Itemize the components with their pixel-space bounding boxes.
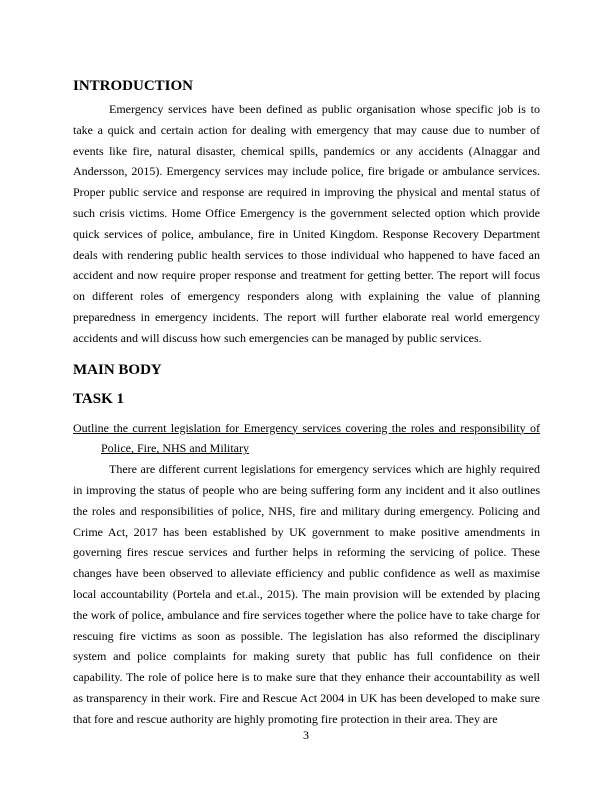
task1-heading: TASK 1 [73, 390, 124, 407]
page-content [73, 77, 540, 730]
introduction-paragraph: Emergency services have been defined as public organisation whose specific job is to take a quick and certain action for dealing with emergency that may cause due to number of events like fire, natural disaster, chemical spills, pandemics or any accidents (Alnaggar and Andersson, 2015). Emergency services may include police, fire brigade or ambulance services. Proper public service and response are required in improving the physical and mental status of such crisis victims. Home Office Emergency is the government selected option which provide quick services of police, ambulance, fire in United Kingdom. Response Recovery Department deals with rendering public health services to those individual who happened to have faced an accident and now require proper response and treatment for getting better. The report will focus on different roles of emergency responders along with explaining the value of planning preparedness in emergency incidents. The report will further elaborate real world emergency accidents and will discuss how such emergencies can be managed by public services. [73, 102, 540, 345]
main-body-heading: MAIN BODY [73, 361, 162, 378]
task1-paragraph: There are different current legislations for emergency services which are highly required in improving the status of people who are being suffering form any incident and it also outlines the roles and responsibilities of police, NHS, fire and military during emergency. Policing and Crime Act, 2017 has been established by UK government to make positive amendments in governing fires rescue services and further helps in reforming the servicing of police. These changes have been observed to alleviate efficiency and public confidence as well as maximise local accountability (Portela and et.al., 2015). The main provision will be extended by placing the work of police, ambulance and fire services together where the police have to take charge for rescuing fire victims as soon as possible. The legislation has also reformed the disciplinary system and police complaints for making surety that public has full confidence on their capability. The role of police here is to make sure that they enhance their accountability as well as transparency in their work. Fire and Rescue Act 2004 in UK has been developed to make sure that fore and rescue authority are highly promoting fire protection in their area. They are [73, 462, 540, 726]
task1-subheading: Outline the current legislation for Emergency services covering the roles and responsibility of Police, Fire, NHS and Military [73, 420, 540, 456]
introduction-heading: INTRODUCTION [73, 78, 194, 94]
page-number: 3 [303, 728, 309, 742]
